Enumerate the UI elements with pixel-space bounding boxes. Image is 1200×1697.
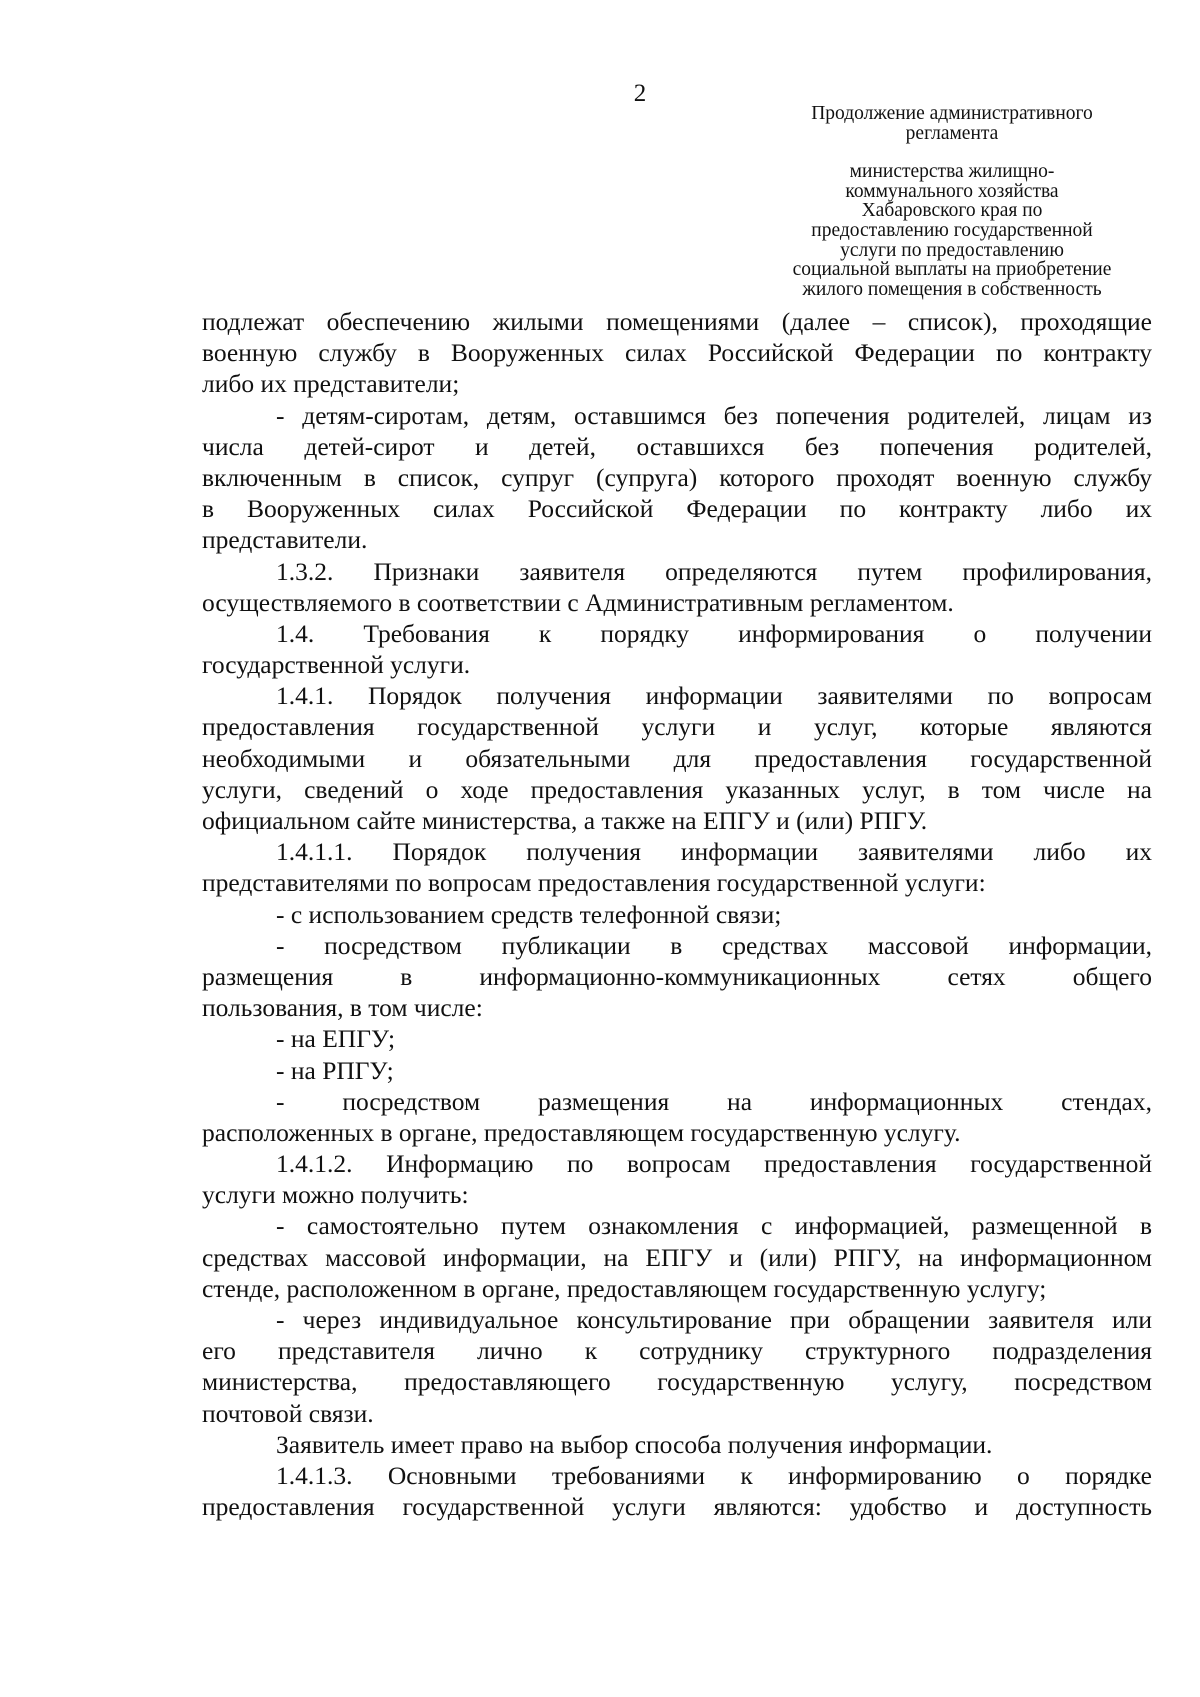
text-line: средствах массовой информации, на ЕПГУ и (или) РПГУ, на информационном xyxy=(202,1242,1152,1272)
text-line: - на ЕПГУ; xyxy=(276,1024,396,1054)
text-line: в Вооруженных силах Российской Федерации по контракту либо их xyxy=(202,494,1152,524)
text-line: предоставления государственной услуги являются: удобство и доступность xyxy=(202,1492,1152,1522)
text-line: размещения в информационно-коммуникационных сетях общего xyxy=(202,961,1152,991)
text-line: включенным в список, супруг (супруга) которого проходят военную службу xyxy=(202,462,1152,492)
text-line: - детям-сиротам, детям, оставшимся без попечения родителей, лицам из xyxy=(276,400,1152,430)
header-line: услуги по предоставлению xyxy=(840,239,1064,261)
text-line: представители. xyxy=(202,525,368,555)
text-line: официальном сайте министерства, а также на ЕПГУ и (или) РПГУ. xyxy=(202,806,928,835)
text-line: военную службу в Вооруженных силах Российской Федерации по контракту xyxy=(202,338,1152,368)
text-line: стенде, расположенном в органе, предоставляющем государственную услугу; xyxy=(202,1273,1047,1303)
text-line: 1.4.1.3. Основными требованиями к информированию о порядке xyxy=(276,1460,1152,1490)
text-line: услуги, сведений о ходе предоставления указанных услуг, в том числе на xyxy=(202,774,1152,804)
text-line: 1.4. Требования к порядку информирования о получении xyxy=(276,618,1152,648)
header-line: Продолжение административного xyxy=(811,103,1093,124)
document-body xyxy=(202,306,1152,1522)
text-line: либо их представители; xyxy=(202,369,460,399)
text-line: представителями по вопросам предоставления государственной услуги: xyxy=(202,868,986,898)
header-line: жилого помещения в собственность xyxy=(802,278,1102,300)
header-line: Хабаровского края по xyxy=(861,200,1043,222)
text-line: - посредством размещения на информационных стендах, xyxy=(276,1086,1152,1116)
text-line: - на РПГУ; xyxy=(276,1055,394,1085)
text-line: числа детей-сирот и детей, оставшихся без попечения родителей, xyxy=(202,431,1152,461)
text-line: - с использованием средств телефонной связи; xyxy=(276,899,782,929)
header-line: социальной выплаты на приобретение xyxy=(792,259,1112,281)
text-line: предоставления государственной услуги и услуг, которые являются xyxy=(202,712,1152,742)
text-line: министерства, предоставляющего государственную услугу, посредством xyxy=(202,1367,1152,1397)
text-line: государственной услуги. xyxy=(202,650,471,680)
text-line: пользования, в том числе: xyxy=(202,993,483,1023)
text-line: 1.4.1.2. Информацию по вопросам предоставления государственной xyxy=(276,1149,1152,1179)
text-line: - посредством публикации в средствах массовой информации, xyxy=(276,930,1152,960)
text-line: - самостоятельно путем ознакомления с информацией, размещенной в xyxy=(276,1211,1152,1241)
text-line: 1.4.1.1. Порядок получения информации заявителями либо их xyxy=(276,837,1152,867)
page-number-text: 2 xyxy=(633,80,647,107)
text-line: необходимыми и обязательными для предоставления государственной xyxy=(202,743,1152,773)
header-line: министерства жилищно- xyxy=(849,161,1055,183)
text-line: его представителя лично к сотруднику структурного подразделения xyxy=(202,1336,1152,1366)
text-line: осуществляемого в соответствии с Административным регламентом. xyxy=(202,587,954,617)
text-line: услуги можно получить: xyxy=(202,1180,469,1210)
text-line: подлежат обеспечению жилыми помещениями (далее – список), проходящие xyxy=(202,307,1152,336)
text-line: - через индивидуальное консультирование при обращении заявителя или xyxy=(276,1305,1152,1334)
text-line: 1.4.1. Порядок получения информации заявителями по вопросам xyxy=(276,681,1152,711)
document-header xyxy=(742,104,1162,299)
text-line: Заявитель имеет право на выбор способа получения информации. xyxy=(276,1429,993,1459)
header-line: регламента xyxy=(905,122,999,144)
text-line: почтовой связи. xyxy=(202,1398,374,1428)
text-line: 1.3.2. Признаки заявителя определяются путем профилирования, xyxy=(276,556,1152,586)
header-line: предоставлению государственной xyxy=(811,219,1093,241)
header-line: коммунального хозяйства xyxy=(845,180,1059,202)
text-line: расположенных в органе, предоставляющем государственную услугу. xyxy=(202,1117,961,1147)
